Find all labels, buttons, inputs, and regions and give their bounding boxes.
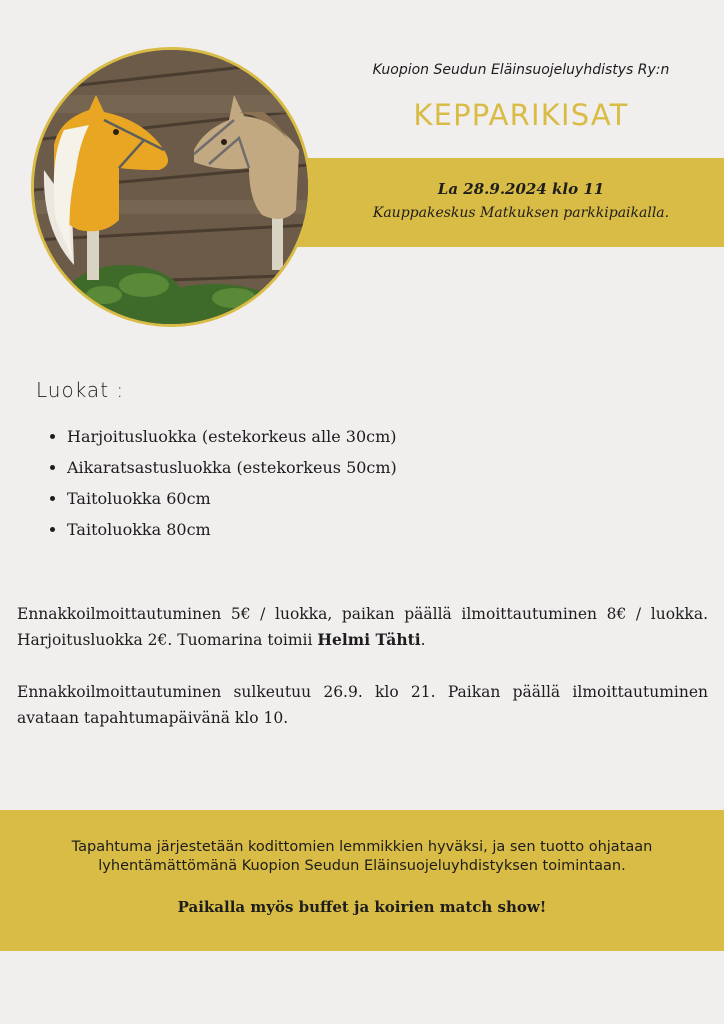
event-date-time: La 28.9.2024 klo 11 xyxy=(437,180,605,198)
event-title: KEPPARIKISAT xyxy=(413,98,629,132)
registration-fees-paragraph xyxy=(17,601,708,653)
extra-events-note: Paikalla myös buffet ja koirien match show! xyxy=(177,898,547,916)
fees-text: Ennakkoilmoittautuminen 5€ / luokka, paikan päällä ilmoittautuminen 8€ / luokka. Harjoitusluokka 2€. Tuomarina toimii xyxy=(17,605,708,649)
event-location: Kauppakeskus Matkuksen parkkipaikalla. xyxy=(372,205,670,221)
list-item: • Taitoluokka 80cm xyxy=(67,514,397,545)
registration-deadline-paragraph: Ennakkoilmoittautuminen sulkeutuu 26.9. klo 21. Paikan päällä ilmoittautuminen avataan tapahtumapäivänä klo 10. xyxy=(17,683,708,727)
fees-period: . xyxy=(420,631,426,649)
list-item: • Harjoitusluokka (estekorkeus alle 30cm) xyxy=(67,421,397,452)
classes-heading: Luokat : xyxy=(36,378,125,402)
charity-note xyxy=(0,838,724,876)
charity-note-line-2: lyhentämättömänä Kuopion Seudun Eläinsuojeluyhdistyksen toimintaan. xyxy=(98,858,626,874)
list-item: • Taitoluokka 60cm xyxy=(67,483,397,514)
hobby-horses-photo xyxy=(31,47,311,327)
judge-name: Helmi Tähti xyxy=(317,630,421,649)
list-item: • Aikaratsastusluokka (estekorkeus 50cm) xyxy=(67,452,397,483)
hobby-horses-illustration xyxy=(34,50,308,324)
organization-name: Kuopion Seudun Eläinsuojeluyhdistys Ry:n xyxy=(372,62,670,78)
charity-note-line-1: Tapahtuma järjestetään kodittomien lemmikkien hyväksi, ja sen tuotto ohjataan xyxy=(71,839,653,855)
classes-list xyxy=(48,421,397,545)
bottom-accent-band xyxy=(0,810,724,951)
